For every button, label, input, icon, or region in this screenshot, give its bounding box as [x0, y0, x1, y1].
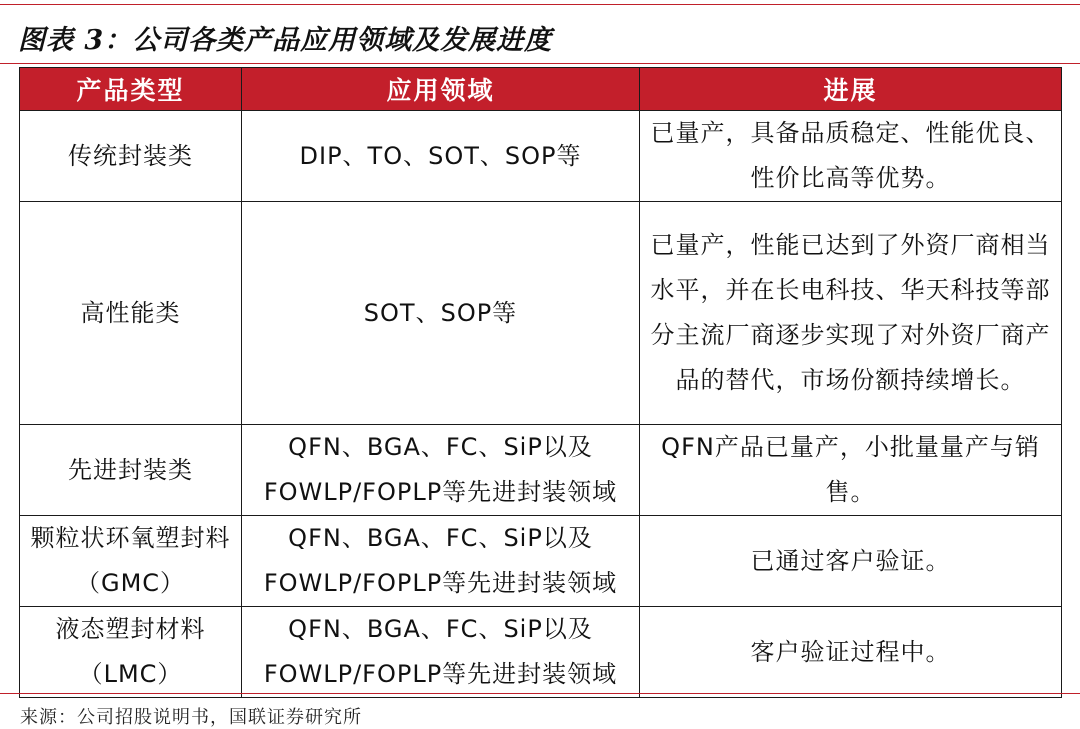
top-rule — [0, 4, 1080, 5]
figure-title: 图表 3：公司各类产品应用领域及发展进度 — [18, 25, 553, 56]
cell-application: QFN、BGA、FC、SiP以及FOWLP/FOPLP等先进封装领域 — [242, 425, 640, 516]
cell-application: QFN、BGA、FC、SiP以及FOWLP/FOPLP等先进封装领域 — [242, 607, 640, 698]
cell-product-type: 传统封装类 — [20, 111, 242, 202]
cell-product-type: 颗粒状环氧塑封料（GMC） — [20, 516, 242, 607]
header-product-type: 产品类型 — [20, 68, 242, 111]
title-rule — [0, 63, 1080, 64]
table-row — [20, 607, 1062, 698]
table-row — [20, 425, 1062, 516]
header-progress: 进展 — [640, 68, 1062, 111]
cell-progress: 已通过客户验证。 — [640, 516, 1062, 607]
cell-application: QFN、BGA、FC、SiP以及FOWLP/FOPLP等先进封装领域 — [242, 516, 640, 607]
cell-progress: QFN产品已量产，小批量量产与销售。 — [640, 425, 1062, 516]
cell-product-type: 先进封装类 — [20, 425, 242, 516]
table-row — [20, 516, 1062, 607]
table-row — [20, 111, 1062, 202]
cell-application: DIP、TO、SOT、SOP等 — [242, 111, 640, 202]
bottom-rule — [0, 693, 1080, 694]
cell-product-type: 液态塑封材料（LMC） — [20, 607, 242, 698]
cell-progress: 已量产，性能已达到了外资厂商相当水平，并在长电科技、华天科技等部分主流厂商逐步实现了对外资厂商产品的替代，市场份额持续增长。 — [640, 202, 1062, 425]
cell-progress: 客户验证过程中。 — [640, 607, 1062, 698]
source-note: 来源：公司招股说明书，国联证券研究所 — [20, 707, 362, 728]
product-table — [19, 67, 1062, 698]
header-application: 应用领域 — [242, 68, 640, 111]
cell-progress: 已量产，具备品质稳定、性能优良、性价比高等优势。 — [640, 111, 1062, 202]
cell-application: SOT、SOP等 — [242, 202, 640, 425]
table-row — [20, 202, 1062, 425]
table-header-row — [20, 68, 1062, 111]
cell-product-type: 高性能类 — [20, 202, 242, 425]
